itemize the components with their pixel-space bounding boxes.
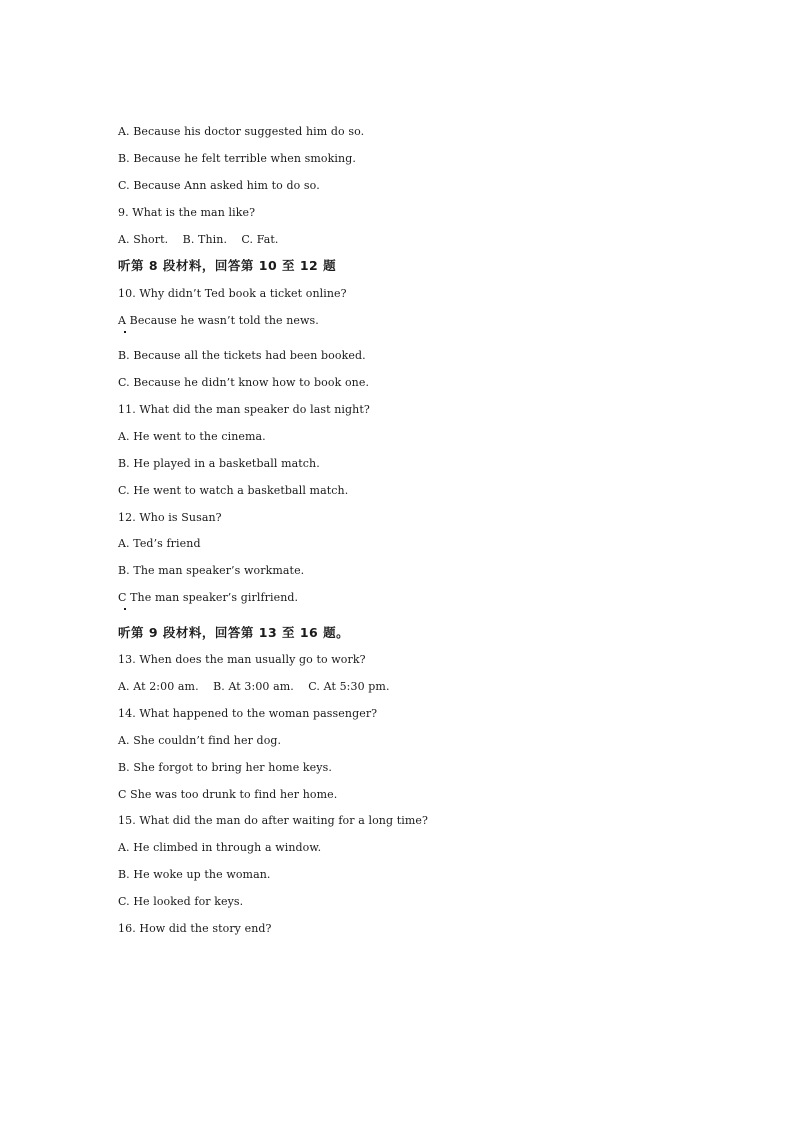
q10-option-a: A Because he wasn’t told the news. — [118, 314, 319, 327]
period-mark — [124, 608, 126, 610]
q8-option-b: B. Because he felt terrible when smoking. — [118, 152, 356, 165]
q9-question: 9. What is the man like? — [118, 206, 256, 219]
period-mark — [124, 331, 126, 333]
q14-option-c: C She was too drunk to find her home. — [118, 788, 338, 801]
q14-question: 14. What happened to the woman passenger? — [118, 707, 378, 720]
q13-question: 13. When does the man usually go to work? — [118, 653, 366, 666]
q13-options: A. At 2:00 am. B. At 3:00 am. C. At 5:30 pm. — [118, 680, 390, 693]
q15-option-a: A. He climbed in through a window. — [118, 841, 322, 854]
q11-question: 11. What did the man speaker do last night? — [118, 403, 370, 416]
q11-option-a: A. He went to the cinema. — [118, 430, 266, 443]
q8-option-a: A. Because his doctor suggested him do so. — [118, 125, 365, 138]
q15-option-c: C. He looked for keys. — [118, 895, 244, 908]
q12-option-a: A. Ted’s friend — [118, 537, 201, 550]
q15-option-b: B. He woke up the woman. — [118, 868, 271, 881]
q14-option-b: B. She forgot to bring her home keys. — [118, 761, 332, 774]
section-8-heading: 听第 8 段材料，回答第 10 至 12 题 — [118, 258, 337, 273]
q12-option-b: B. The man speaker’s workmate. — [118, 564, 305, 577]
q11-option-c: C. He went to watch a basketball match. — [118, 484, 349, 497]
q14-option-a: A. She couldn’t find her dog. — [118, 734, 282, 747]
q8-option-c: C. Because Ann asked him to do so. — [118, 179, 320, 192]
q15-question: 15. What did the man do after waiting for a long time? — [118, 814, 429, 827]
q10-option-c: C. Because he didn’t know how to book one. — [118, 376, 370, 389]
q10-option-b: B. Because all the tickets had been booked. — [118, 349, 366, 362]
q12-question: 12. Who is Susan? — [118, 511, 222, 524]
section-9-heading: 听第 9 段材料，回答第 13 至 16 题。 — [118, 625, 350, 640]
q12-option-c: C The man speaker’s girlfriend. — [118, 591, 299, 604]
q11-option-b: B. He played in a basketball match. — [118, 457, 320, 470]
q9-options: A. Short. B. Thin. C. Fat. — [118, 233, 279, 246]
q10-question: 10. Why didn’t Ted book a ticket online? — [118, 287, 347, 300]
q16-question: 16. How did the story end? — [118, 922, 272, 935]
